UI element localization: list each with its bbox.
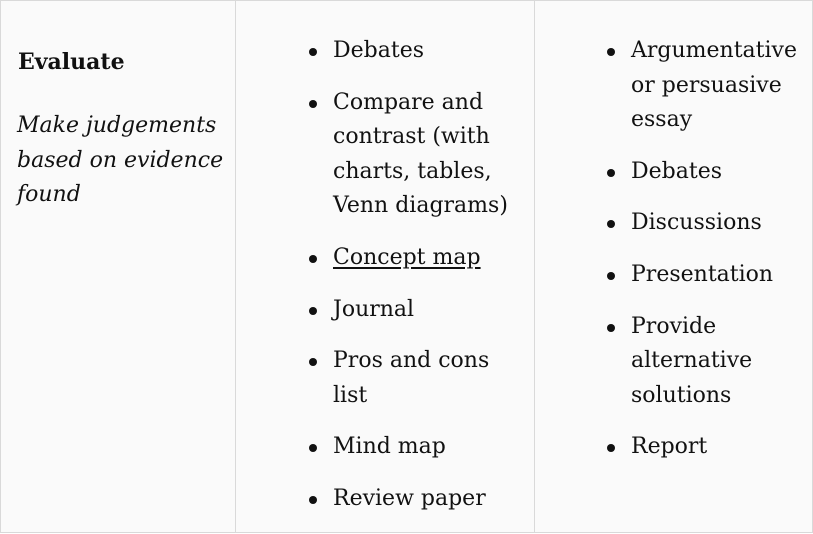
assessment-item-label: Report [631,434,708,460]
bullet-icon [309,255,317,263]
bullet-icon [309,496,317,504]
bullet-icon [309,358,317,366]
activity-item-label: Debates [333,38,425,63]
assessment-item-label: Provide alternative solutions [631,313,753,408]
bullet-icon [309,48,317,56]
level-cell [1,1,235,532]
activity-item-label: Mind map [333,434,446,460]
bullet-icon [607,48,615,56]
bullet-icon [607,444,615,452]
activity-item-label: Review paper [333,485,486,511]
bullet-icon [607,324,615,332]
bullet-icon [607,272,615,280]
activity-item [333,293,523,328]
bullet-icon [607,220,615,228]
concept-map-link[interactable]: Concept map [333,244,481,270]
assessment-item-label: Discussions [631,210,762,236]
assessment-item-label: Presentation [631,261,774,287]
assessment-item [631,310,811,414]
level-description: Make judgements based on evidence found [17,113,224,207]
activities-list [333,34,523,534]
activity-item [333,241,523,276]
assessments-cell [534,1,813,532]
assessment-item [631,155,811,190]
assessment-item [631,258,811,293]
activity-item-label: Compare and contrast (with charts, tables, Venn diagrams) [333,89,508,219]
bullet-icon [309,444,317,452]
activity-item [333,344,523,413]
activities-cell [235,1,534,532]
assessment-item-label: Debates [631,158,723,184]
assessment-item-label: Argumentative or persuasive essay [631,38,797,133]
bullet-icon [309,100,317,108]
activity-item [333,34,523,69]
bullet-icon [607,169,615,177]
assessment-item [631,430,811,465]
assessment-item [631,206,811,241]
activity-item-label: Pros and cons list [333,348,490,408]
assessment-item [631,34,811,138]
activity-item [333,482,523,517]
activity-item [333,430,523,465]
activity-item [333,86,523,224]
activity-item-label: Journal [333,296,415,322]
assessments-list [631,34,811,482]
level-title: Evaluate [18,49,125,75]
bullet-icon [309,307,317,315]
